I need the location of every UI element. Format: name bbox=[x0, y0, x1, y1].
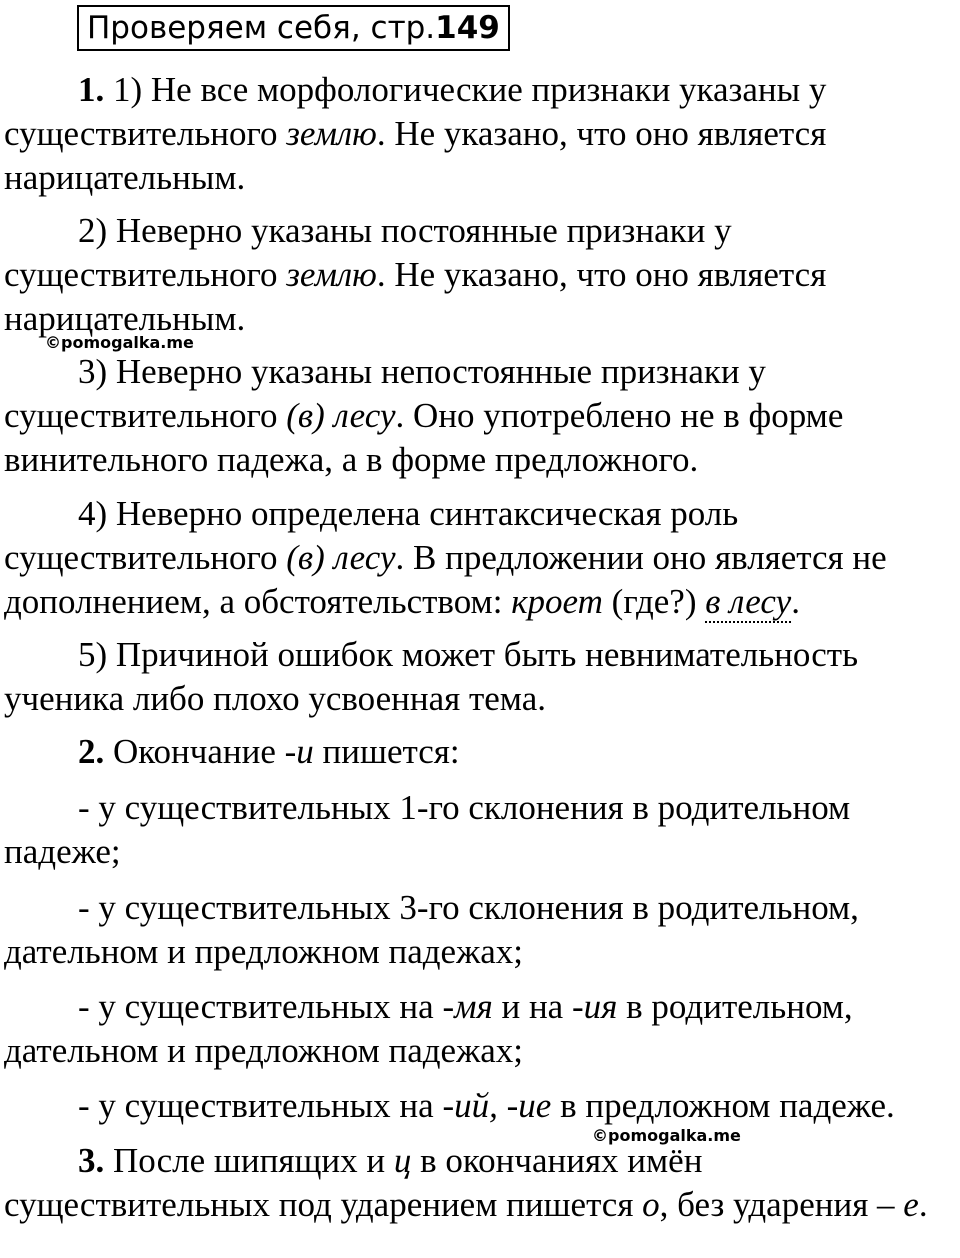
answer-2-item-4 bbox=[4, 1084, 954, 1128]
answer-1-item-4 bbox=[4, 492, 954, 624]
italic-word: е bbox=[903, 1185, 919, 1224]
italic-word: землю bbox=[286, 255, 377, 294]
text-run: . В предложении оно является не дополнением, а обстоятельством: bbox=[4, 538, 887, 621]
italic-word: ц bbox=[393, 1141, 412, 1180]
underlined-adverbial: в лесу bbox=[705, 582, 792, 621]
answer-2-item-2 bbox=[4, 886, 954, 974]
text-run: - у существительных на bbox=[78, 987, 443, 1026]
text-run: 3) Неверно указаны непостоянные признаки у существительного bbox=[4, 352, 766, 435]
answer-number: 3. bbox=[78, 1141, 105, 1180]
text-run: - у существительных 3-го склонения в родительном, дательном и предложном падежах; bbox=[4, 888, 859, 971]
text-run: . Не указано, что оно является нарицательным. bbox=[4, 255, 827, 338]
text-run: в предложном падеже. bbox=[551, 1086, 895, 1125]
answer-2-item-1 bbox=[4, 786, 954, 874]
text-run: . bbox=[791, 582, 800, 621]
text-run: пишется: bbox=[313, 732, 460, 771]
text-run: Окончание bbox=[104, 732, 285, 771]
italic-word: -мя bbox=[442, 987, 493, 1026]
text-run: . bbox=[918, 1185, 928, 1224]
italic-word: о bbox=[642, 1185, 660, 1224]
watermark: ©pomogalka.me bbox=[45, 333, 194, 352]
header-page-number: 149 bbox=[435, 10, 500, 46]
text-run: и на bbox=[492, 987, 572, 1026]
text-run: 5) Причиной ошибок может быть невнимательность ученика либо плохо усвоенная тема. bbox=[4, 635, 859, 718]
text-run: - у существительных на bbox=[78, 1086, 443, 1125]
answer-2-item-3 bbox=[4, 985, 954, 1073]
text-run: После шипящих и bbox=[104, 1141, 394, 1180]
section-header-box bbox=[77, 5, 510, 51]
answer-1-item-3 bbox=[4, 350, 954, 482]
watermark: ©pomogalka.me bbox=[592, 1126, 741, 1145]
italic-word: -и bbox=[284, 732, 314, 771]
text-run: , без ударения – bbox=[659, 1185, 904, 1224]
italic-word: кроет bbox=[511, 582, 603, 621]
text-run: . Не указано, что оно является нарицательным. bbox=[4, 114, 827, 197]
italic-word: -ий, -ие bbox=[442, 1086, 552, 1125]
italic-word: землю bbox=[286, 114, 377, 153]
answer-number: 2. bbox=[78, 732, 105, 771]
text-run: 2) Неверно указаны постоянные признаки у существительного bbox=[4, 211, 732, 294]
header-label: Проверяем себя, стр. bbox=[87, 10, 436, 46]
text-run: 4) Неверно определена синтаксическая роль существительного bbox=[4, 494, 739, 577]
text-run: 1) Не все морфологические признаки указаны у существительного bbox=[4, 70, 827, 153]
text-run: (где?) bbox=[602, 582, 706, 621]
italic-word: (в) лесу bbox=[286, 538, 396, 577]
answer-1-item-2 bbox=[4, 209, 954, 341]
text-run: - у существительных 1-го склонения в родительном падеже; bbox=[4, 788, 851, 871]
answer-2-intro bbox=[4, 730, 954, 774]
text-run: . Оно употреблено не в форме винительного падежа, а в форме предложного. bbox=[4, 396, 844, 479]
text-run: в родительном, дательном и предложном падежах; bbox=[4, 987, 853, 1070]
answer-number: 1. bbox=[78, 70, 105, 109]
answer-1-item-5 bbox=[4, 633, 954, 721]
answer-1-item-1 bbox=[4, 68, 954, 200]
text-run: в окончаниях имён существительных под ударением пишется bbox=[4, 1141, 703, 1224]
answer-3 bbox=[4, 1139, 954, 1227]
italic-word: -ия bbox=[571, 987, 618, 1026]
italic-word: (в) лесу bbox=[286, 396, 396, 435]
